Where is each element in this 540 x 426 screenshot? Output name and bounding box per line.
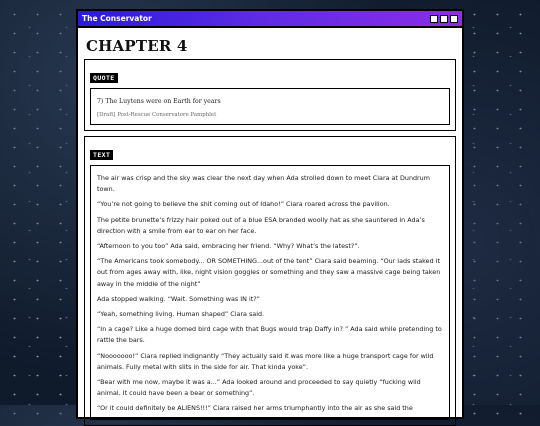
window-controls bbox=[430, 15, 458, 23]
story-text-box bbox=[90, 165, 450, 420]
quote-text: 7) The Luytens were on Earth for years bbox=[97, 98, 221, 105]
window-content bbox=[78, 28, 462, 426]
close-button[interactable] bbox=[450, 15, 458, 23]
window-title: The Conservator bbox=[82, 14, 152, 23]
quote-source: [Draft] Post-Rescue Conservatore Pamphlet bbox=[97, 112, 217, 118]
maximize-button[interactable] bbox=[440, 15, 448, 23]
text-panel bbox=[84, 136, 456, 426]
story-paragraph: “The Americans took somebody... OR SOMETHING...out of the tent” Ciara said beaming. “Our lads staked it out from ages away with, like, night vision goggles or something and they saw a massive cage being taken away in the middle of the night” bbox=[97, 257, 441, 288]
story-paragraph: “Bear with me now, maybe it was a...” Ada looked around and proceeded to say quietly “fucking wild animal. It could have been a bear or something”. bbox=[97, 378, 421, 398]
story-paragraph: “Or it could definitely be ALIENS!!!” Ciara raised her arms triumphantly into the air as she said the bbox=[97, 404, 413, 413]
story-paragraph: “Yeah, something living. Human shaped” Ciara said. bbox=[97, 310, 265, 319]
story-paragraph: “In a cage? Like a huge domed bird cage with that Bugs would trap Daffy in? ” Ada said while pretending to rattle the bars. bbox=[97, 325, 442, 345]
story-paragraph: The air was crisp and the sky was clear the next day when Ada strolled down to meet Ciara at Dundrum town. bbox=[97, 174, 430, 194]
chapter-heading: CHAPTER 4 bbox=[86, 37, 188, 55]
minimize-button[interactable] bbox=[430, 15, 438, 23]
quote-tag: QUOTE bbox=[90, 73, 118, 83]
story-paragraph: “Nooooooo!” Ciara replied indignantly “They actually said it was more like a huge transport cage for wild animals. Fully metal with slits in the side for air. That kinda yoke”. bbox=[97, 351, 434, 371]
quote-box bbox=[90, 88, 450, 125]
quote-panel bbox=[84, 59, 456, 131]
story-paragraph: “Afternoon to you too” Ada said, embracing her friend. “Why? What’s the latest?”. bbox=[97, 242, 360, 251]
title-bar[interactable] bbox=[78, 11, 462, 28]
app-window bbox=[76, 9, 464, 419]
story-paragraph: Ada stopped walking. “Wait. Something was IN it?” bbox=[97, 294, 260, 303]
story-paragraph: “You’re not going to believe the shit coming out of Idaho!” Ciara roared across the pavilion. bbox=[97, 200, 390, 209]
story-paragraph: The petite brunette’s frizzy hair poked out of a blue ESA branded woolly hat as she sauntered in Ada’s direction with a smile from ear to ear on her face. bbox=[97, 215, 425, 235]
text-tag: TEXT bbox=[90, 150, 113, 160]
